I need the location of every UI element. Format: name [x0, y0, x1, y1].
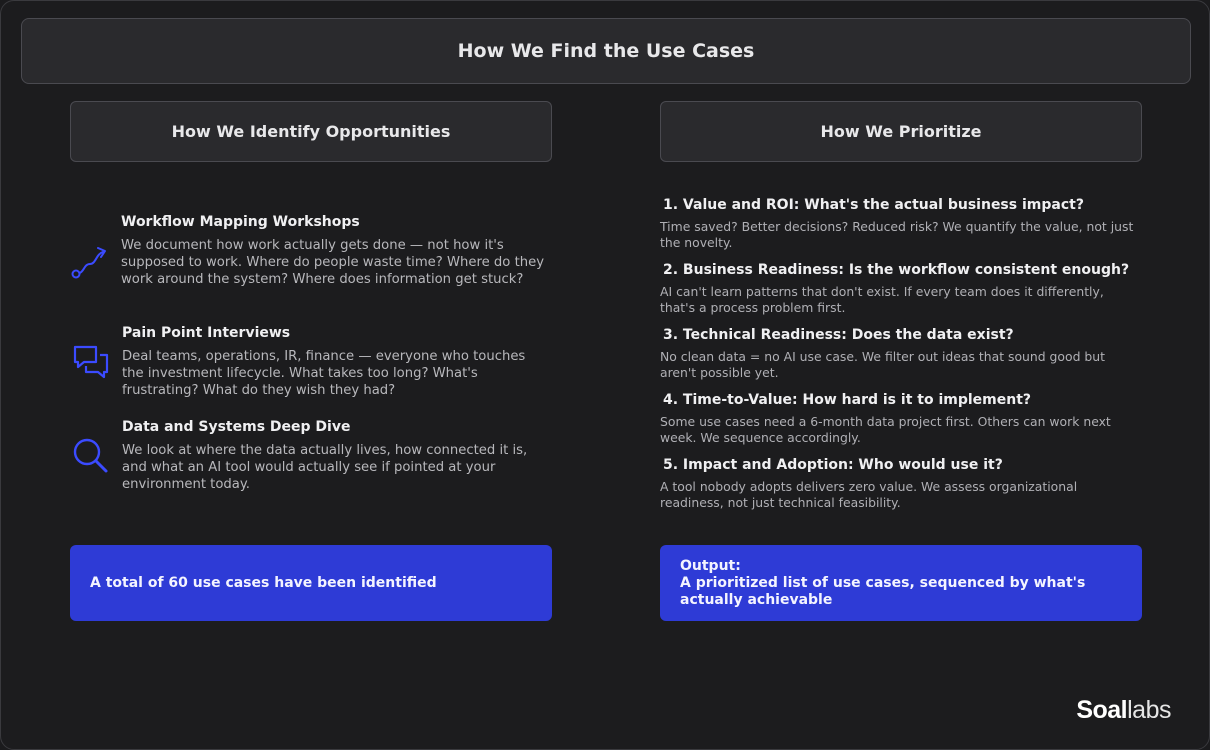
- method-title: Workflow Mapping Workshops: [121, 214, 360, 230]
- criterion-time-to-value: [660, 392, 1140, 446]
- output-callout: [660, 545, 1142, 621]
- method-pain-point-interviews: [70, 325, 550, 405]
- criterion-description: Time saved? Better decisions? Reduced risk? We quantify the value, not just the novelty.: [660, 219, 1134, 250]
- criterion-title: 1. Value and ROI: What's the actual business impact?: [663, 197, 1084, 213]
- criterion-technical-readiness: [660, 327, 1140, 381]
- method-title: Pain Point Interviews: [122, 325, 291, 341]
- criterion-title: 5. Impact and Adoption: Who would use it?: [663, 457, 1003, 473]
- method-description: We document how work actually gets done — not how it's supposed to work. Where do people waste time? Where do they work around the system? Where does information get stuck?: [121, 238, 545, 287]
- criterion-description: No clean data = no AI use case. We filter out ideas that sound good but aren't possible yet.: [660, 349, 1105, 380]
- use-case-count-callout: [70, 545, 552, 621]
- chat-icon: [72, 344, 112, 384]
- criterion-impact-adoption: [660, 457, 1140, 511]
- callout-text: A prioritized list of use cases, sequenced by what's actually achievable: [680, 574, 1086, 608]
- method-description: Deal teams, operations, IR, finance — everyone who touches the investment lifecycle. What takes too long? What's frustrating? What do they wish they had?: [122, 349, 526, 398]
- method-data-systems-deep-dive: [70, 419, 550, 499]
- method-title: Data and Systems Deep Dive: [122, 419, 351, 435]
- callout-text: A total of 60 use cases have been identified: [90, 574, 437, 591]
- criterion-business-readiness: [660, 262, 1140, 316]
- criterion-title: 4. Time-to-Value: How hard is it to implement?: [663, 392, 1032, 408]
- criterion-description: AI can't learn patterns that don't exist. If every team does it differently, that's a process problem first.: [660, 284, 1104, 315]
- criterion-title: 3. Technical Readiness: Does the data exist?: [663, 327, 1014, 343]
- identify-opportunities-header: How We Identify Opportunities: [70, 101, 552, 162]
- method-description: We look at where the data actually lives, how connected it is, and what an AI tool would actually see if pointed at your environment today.: [122, 443, 528, 492]
- method-workflow-mapping: [70, 214, 550, 309]
- callout-label: Output:: [680, 557, 741, 574]
- search-icon: [72, 437, 112, 477]
- prioritize-header: How We Prioritize: [660, 101, 1142, 162]
- criterion-title: 2. Business Readiness: Is the workflow consistent enough?: [663, 262, 1130, 278]
- criterion-description: A tool nobody adopts delivers zero value. We assess organizational readiness, not just technical feasibility.: [660, 479, 1078, 510]
- logo-light-text: labs: [1127, 696, 1171, 724]
- route-icon: [70, 242, 110, 282]
- criterion-value-roi: [660, 197, 1140, 251]
- page-title: How We Find the Use Cases: [21, 18, 1191, 84]
- criterion-description: Some use cases need a 6-month data project first. Others can work next week. We sequence accordingly.: [660, 414, 1111, 445]
- soallabs-logo: [1076, 696, 1171, 725]
- logo-bold-text: Soal: [1076, 696, 1128, 724]
